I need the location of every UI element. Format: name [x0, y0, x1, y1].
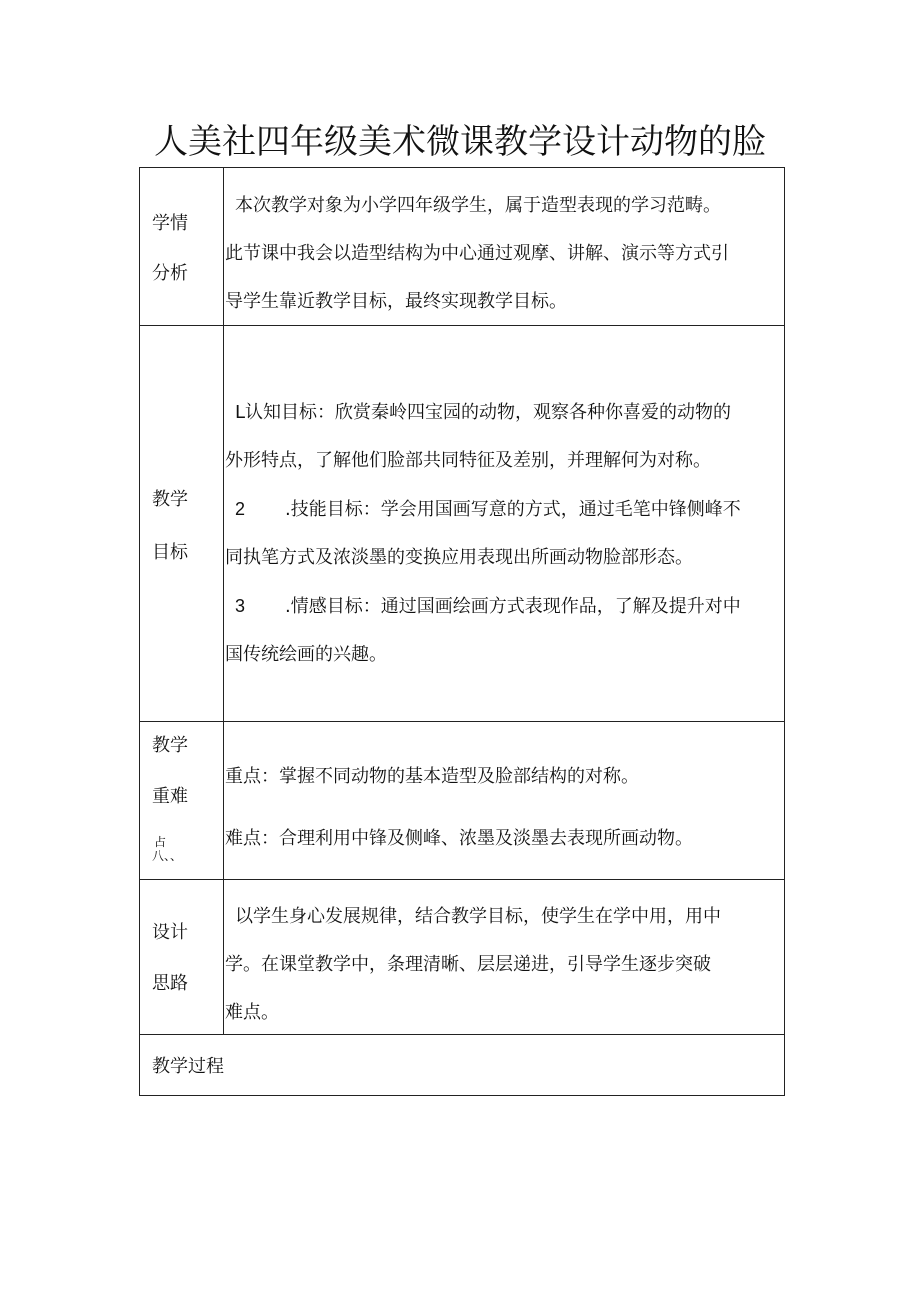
label-keypoints-3b: 八、、 [152, 849, 183, 863]
lesson-plan-table [139, 167, 785, 1096]
goal-1-line-2: 外形特点，了解他们脸部共同特征及差别，并理解何为对称。 [225, 450, 711, 471]
column-divider [223, 168, 224, 1034]
goal-2-line-1 [225, 485, 785, 534]
learner-line: 导学生靠近教学目标，最终实现教学目标。 [225, 291, 567, 312]
goal-3-line-2: 国传统绘画的兴趣。 [225, 644, 387, 665]
label-keypoints-2: 重难 [152, 786, 188, 807]
goal-3-text: .情感目标：通过国画绘画方式表现作品，了解及提升对中 [285, 596, 741, 617]
learner-line: 本次教学对象为小学四年级学生，属于造型表现的学习范畴。 [235, 195, 721, 216]
page-title: 人美社四年级美术微课教学设计动物的脸 [154, 122, 766, 162]
label-design-1: 设计 [152, 922, 188, 943]
label-learner-1: 学情 [152, 213, 188, 234]
key-points-text [225, 753, 785, 863]
goal-3-number: 3 [235, 596, 246, 616]
label-goals-1: 教学 [152, 489, 188, 510]
goal-1-line-1: L认知目标：欣赏秦岭四宝园的动物，观察各种你喜爱的动物的 [235, 402, 732, 423]
design-line: 学。在课堂教学中，条理清晰、层层递进，引导学生逐步突破 [225, 954, 711, 975]
teaching-goals-text [225, 389, 785, 679]
key-point-line: 重点：掌握不同动物的基本造型及脸部结构的对称。 [225, 766, 639, 787]
label-teaching-process: 教学过程 [152, 1056, 224, 1077]
design-approach-text [225, 893, 785, 1037]
goal-3-line-1 [225, 582, 785, 631]
goal-2-text: .技能目标：学会用国画写意的方式，通过毛笔中锋侧峰不 [285, 499, 741, 520]
difficult-point-line: 难点：合理利用中锋及侧峰、浓墨及淡墨去表现所画动物。 [225, 828, 693, 849]
label-keypoints-1: 教学 [152, 735, 188, 756]
design-line: 以学生身心发展规律，结合教学目标，使学生在学中用，用中 [235, 906, 721, 927]
goal-2-number: 2 [235, 499, 246, 519]
label-keypoints-3a: 占 [154, 835, 167, 849]
row-divider [140, 721, 784, 722]
label-design-2: 思路 [152, 973, 188, 994]
design-line: 难点。 [225, 1002, 279, 1023]
learner-line: 此节课中我会以造型结构为中心通过观摩、讲解、演示等方式引 [225, 243, 729, 264]
row-divider [140, 879, 784, 880]
goal-2-line-2: 同执笔方式及浓淡墨的变换应用表现出所画动物脸部形态。 [225, 547, 693, 568]
learner-analysis-text [225, 182, 785, 326]
label-learner-2: 分析 [152, 263, 188, 284]
label-goals-2: 目标 [152, 542, 188, 563]
